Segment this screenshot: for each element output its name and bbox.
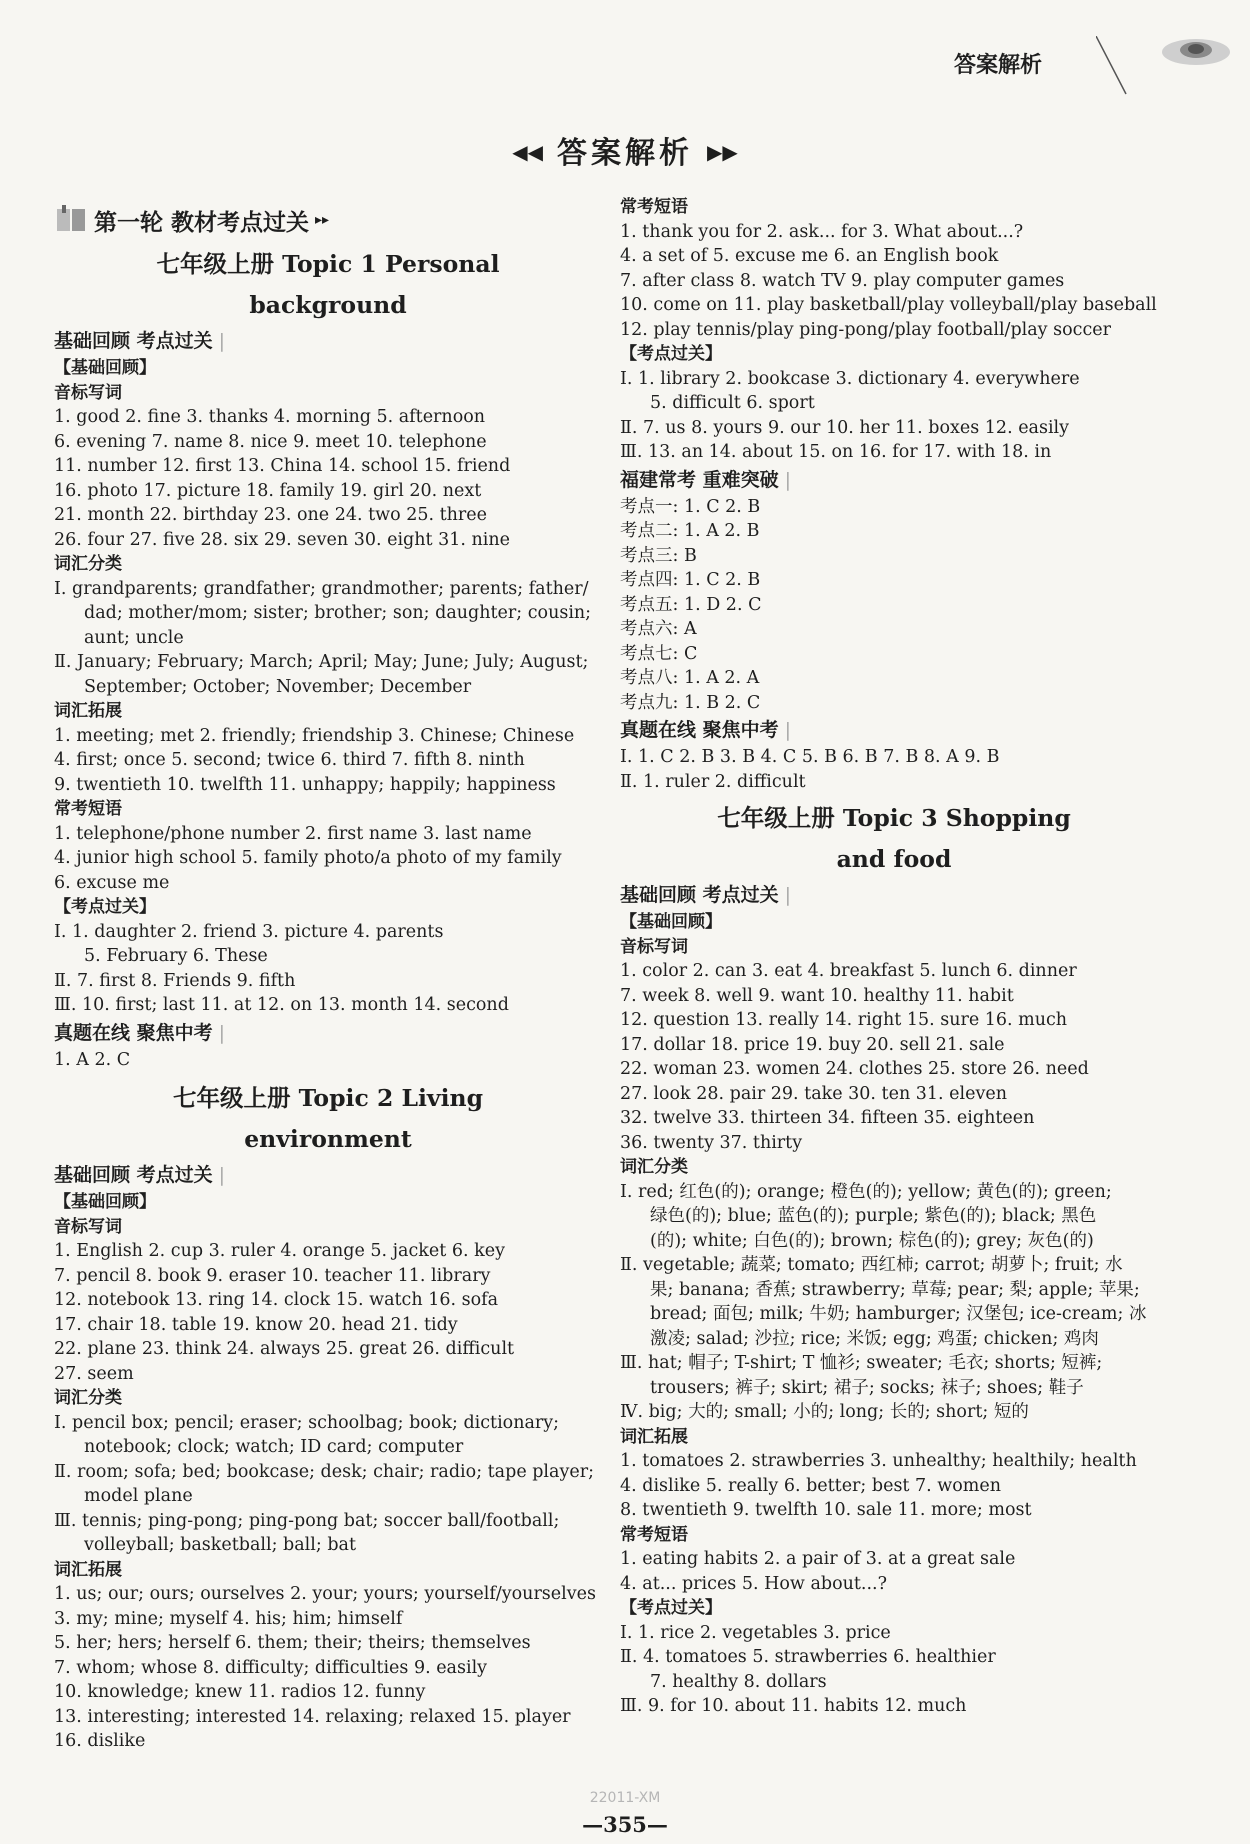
section-heading: 真题在线 聚焦中考 | [54, 1021, 226, 1044]
answer-line: 22. plane 23. think 24. always 25. great 26. difficult [54, 1339, 515, 1359]
section-heading: 真题在线 聚焦中考 | [620, 719, 792, 741]
answer-line: 考点六: A [620, 619, 697, 639]
answer-line: 4. at... prices 5. How about...? [620, 1573, 887, 1594]
answer-line: 1. color 2. can 3. eat 4. breakfast 5. lunch 6. dinner [620, 961, 1077, 981]
answer-line: 6. evening 7. name 8. nice 9. meet 10. telephone [54, 431, 487, 452]
answer-line: Ⅰ. grandparents; grandfather; grandmother; parents; father/ [54, 578, 589, 599]
answer-line: Ⅱ. room; sofa; bed; bookcase; desk; chair; radio; tape player; [54, 1461, 594, 1482]
answer-line: 10. knowledge; knew 11. radios 12. funny [54, 1682, 426, 1702]
subheading: 音标写词 [54, 382, 122, 403]
answer-line: 绿色(的); blue; 蓝色(的); purple; 紫色(的); black; 黑色 [650, 1206, 1097, 1226]
answer-line: Ⅰ. 1. daughter 2. friend 3. picture 4. parents [54, 921, 444, 942]
answer-line: model plane [84, 1486, 193, 1506]
answer-line: 1. meeting; met 2. friendly; friendship 3. Chinese; Chinese [54, 725, 575, 746]
answer-line: trousers; 裤子; skirt; 裙子; socks; 袜子; shoes; 鞋子 [650, 1377, 1084, 1398]
unit-title-cont: and food [836, 845, 952, 873]
answer-line: Ⅰ. 1. C 2. B 3. B 4. C 5. B 6. B 7. B 8. A 9. B [620, 747, 1000, 767]
answer-line: 考点七: C [620, 643, 698, 664]
title-arrows-right: ▶▶ [707, 140, 738, 164]
answer-line: 3. my; mine; myself 4. his; him; himself [54, 1608, 403, 1629]
answer-line: volleyball; basketball; ball; bat [84, 1535, 357, 1555]
answer-line: (的); white; 白色(的); brown; 棕色(的); grey; 灰色(的) [650, 1230, 1094, 1251]
answer-line: 考点四: 1. C 2. B [620, 570, 761, 590]
round-title-arrow: ▸▸ [315, 212, 330, 228]
page-title-text: 答案解析 [557, 136, 693, 171]
answer-line: Ⅲ. 9. for 10. about 11. habits 12. much [620, 1696, 967, 1716]
answer-line: Ⅰ. pencil box; pencil; eraser; schoolbag; book; dictionary; [54, 1412, 560, 1433]
answer-line: 8. twentieth 9. twelfth 10. sale 11. more; most [620, 1500, 1032, 1520]
answer-line: 考点一: 1. C 2. B [620, 496, 761, 517]
answer-line: Ⅲ. 13. an 14. about 15. on 16. for 17. with 18. in [620, 442, 1052, 462]
answer-line: 1. us; our; ours; ourselves 2. your; yours; yourself/yourselves [54, 1584, 596, 1604]
answer-line: Ⅱ. 7. first 8. Friends 9. fifth [54, 970, 296, 991]
answer-line: Ⅰ. 1. library 2. bookcase 3. dictionary 4. everywhere [620, 368, 1080, 389]
subheading: 音标写词 [54, 1216, 122, 1237]
answer-line: 1. A 2. C [54, 1049, 131, 1070]
running-header: 答案解析 [954, 53, 1043, 78]
subheading: 词汇拓展 [54, 1559, 122, 1580]
unit-title-cont: background [249, 291, 407, 319]
subheading: 常考短语 [620, 197, 688, 217]
answer-line: aunt; uncle [84, 627, 184, 648]
section-heading: 基础回顾 考点过关 | [54, 330, 226, 352]
subheading: 音标写词 [620, 936, 688, 957]
answer-line: 4. a set of 5. excuse me 6. an English book [620, 246, 999, 266]
answer-line: Ⅰ. red; 红色(的); orange; 橙色(的); yellow; 黄色(的); green; [620, 1181, 1112, 1202]
answer-line: 考点五: 1. D 2. C [620, 594, 762, 615]
answer-line: 6. excuse me [54, 872, 170, 893]
answer-line: Ⅳ. big; 大的; small; 小的; long; 长的; short; 短的 [620, 1402, 1029, 1422]
answer-line: 1. thank you for 2. ask... for 3. What about...? [620, 221, 1024, 242]
subheading: 词汇拓展 [620, 1426, 688, 1447]
unit-title-cont: environment [244, 1125, 412, 1153]
answer-line: 考点八: 1. A 2. A [620, 668, 760, 688]
answer-line: 21. month 22. birthday 23. one 24. two 25. three [54, 505, 488, 525]
subheading: 词汇拓展 [54, 701, 122, 721]
page-title [0, 128, 1250, 172]
subheading: 词汇分类 [620, 1157, 688, 1177]
answer-line: 11. number 12. first 13. China 14. school 15. friend [54, 456, 511, 476]
answer-line: 4. dislike 5. really 6. better; best 7. women [620, 1475, 1002, 1496]
answer-line: 果; banana; 香蕉; strawberry; 草莓; pear; 梨; apple; 苹果; [650, 1279, 1140, 1300]
left-column [54, 200, 602, 1754]
answer-line: September; October; November; December [84, 676, 472, 697]
subheading: 词汇分类 [54, 1388, 122, 1408]
answer-line: 17. chair 18. table 19. know 20. head 21. tidy [54, 1314, 458, 1335]
section-heading: 基础回顾 考点过关 | [54, 1164, 226, 1186]
answer-line: Ⅱ. 7. us 8. yours 9. our 10. her 11. boxes 12. easily [620, 417, 1070, 438]
answer-line: 5. February 6. These [84, 946, 268, 966]
answer-line: Ⅱ. January; February; March; April; May; June; July; August; [54, 652, 589, 672]
subheading: 【基础回顾】 [620, 912, 722, 932]
answer-line: bread; 面包; milk; 牛奶; hamburger; 汉堡包; ice-cream; 冰 [650, 1304, 1147, 1324]
section-heading: 基础回顾 考点过关 | [620, 884, 792, 906]
answer-line: Ⅲ. hat; 帽子; T-shirt; T 恤衫; sweater; 毛衣; shorts; 短裤; [620, 1353, 1103, 1373]
subheading: 常考短语 [54, 799, 122, 819]
answer-line: 7. healthy 8. dollars [650, 1671, 827, 1692]
unit-title: 七年级上册 Topic 1 Personal [156, 250, 500, 278]
answer-line: 12. notebook 13. ring 14. clock 15. watch 16. sofa [54, 1290, 499, 1310]
answer-line: 32. twelve 33. thirteen 34. fifteen 35. eighteen [620, 1108, 1035, 1128]
answer-line: 4. junior high school 5. family photo/a photo of my family [54, 848, 562, 868]
answer-line: 36. twenty 37. thirty [620, 1132, 803, 1153]
right-column [620, 195, 1168, 1719]
answer-line: dad; mother/mom; sister; brother; son; daughter; cousin; [84, 603, 592, 623]
answer-line: 12. play tennis/play ping-pong/play football/play soccer [620, 319, 1111, 340]
answer-line: 7. after class 8. watch TV 9. play computer games [620, 270, 1065, 291]
answer-line: 12. question 13. really 14. right 15. sure 16. much [620, 1010, 1068, 1030]
answer-line: Ⅱ. vegetable; 蔬菜; tomato; 西红柿; carrot; 胡萝卜; fruit; 水 [620, 1255, 1123, 1275]
answer-line: 1. eating habits 2. a pair of 3. at a great sale [620, 1549, 1016, 1569]
answer-line: 10. come on 11. play basketball/play volleyball/play baseball [620, 295, 1157, 315]
answer-line: 17. dollar 18. price 19. buy 20. sell 21. sale [620, 1034, 1005, 1055]
unit-title: 七年级上册 Topic 3 Shopping [717, 804, 1071, 832]
answer-line: Ⅱ. 1. ruler 2. difficult [620, 771, 806, 792]
answer-line: 16. photo 17. picture 18. family 19. girl 20. next [54, 480, 482, 501]
answer-line: 26. four 27. five 28. six 29. seven 30. eight 31. nine [54, 529, 510, 550]
subheading: 【考点过关】 [620, 344, 722, 364]
page-number: —355— [582, 1812, 668, 1837]
subheading: 【基础回顾】 [54, 1192, 156, 1212]
answer-line: Ⅲ. tennis; ping-pong; ping-pong bat; soccer ball/football; [54, 1510, 560, 1531]
book-icon [54, 203, 88, 237]
section-heading: 福建常考 重难突破 | [620, 468, 792, 491]
answer-line: Ⅱ. 4. tomatoes 5. strawberries 6. healthier [620, 1647, 996, 1667]
answer-line: 22. woman 23. women 24. clothes 25. store 26. need [620, 1059, 1089, 1079]
answer-line: notebook; clock; watch; ID card; computer [84, 1437, 464, 1457]
answer-line: 7. whom; whose 8. difficulty; difficulties 9. easily [54, 1657, 488, 1678]
answer-line: 7. pencil 8. book 9. eraser 10. teacher 11. library [54, 1265, 491, 1286]
answer-line: 16. dislike [54, 1731, 146, 1751]
answer-line: 激凌; salad; 沙拉; rice; 米饭; egg; 鸡蛋; chicken; 鸡肉 [650, 1328, 1099, 1349]
answer-line: 考点九: 1. B 2. C [620, 692, 761, 713]
answer-line: 5. difficult 6. sport [650, 393, 815, 413]
answer-line: 1. telephone/phone number 2. first name 3. last name [54, 823, 532, 844]
answer-line: 9. twentieth 10. twelfth 11. unhappy; happily; happiness [54, 774, 556, 795]
answer-line: Ⅰ. 1. rice 2. vegetables 3. price [620, 1622, 891, 1643]
round-title [54, 200, 602, 240]
answer-line: 27. seem [54, 1363, 134, 1384]
answer-line: 5. her; hers; herself 6. them; their; theirs; themselves [54, 1633, 531, 1653]
answer-line: 1. good 2. fine 3. thanks 4. morning 5. afternoon [54, 407, 486, 427]
subheading: 【基础回顾】 [54, 358, 156, 378]
answer-line: 考点二: 1. A 2. B [620, 521, 760, 541]
answer-line: 13. interesting; interested 14. relaxing; relaxed 15. player [54, 1706, 571, 1727]
subheading: 【考点过关】 [54, 897, 156, 917]
answer-line: 1. English 2. cup 3. ruler 4. orange 5. jacket 6. key [54, 1241, 505, 1261]
answer-line: 27. look 28. pair 29. take 30. ten 31. eleven [620, 1083, 1007, 1104]
header-decoration-icon [1096, 36, 1236, 96]
subheading: 常考短语 [620, 1524, 688, 1545]
title-arrows-left: ◀◀ [512, 140, 543, 164]
answer-line: Ⅲ. 10. first; last 11. at 12. on 13. month 14. second [54, 995, 509, 1015]
answer-line: 1. tomatoes 2. strawberries 3. unhealthy; healthily; health [620, 1451, 1137, 1471]
print-code: 22011-XM [589, 1790, 661, 1806]
answer-line: 7. week 8. well 9. want 10. healthy 11. habit [620, 985, 1014, 1006]
answer-line: 4. first; once 5. second; twice 6. third 7. fifth 8. ninth [54, 750, 525, 770]
answer-line: 考点三: B [620, 545, 697, 566]
round-title-text: 第一轮 教材考点过关 [94, 209, 310, 236]
subheading: 词汇分类 [54, 554, 122, 574]
unit-title: 七年级上册 Topic 2 Living [172, 1084, 484, 1112]
subheading: 【考点过关】 [620, 1598, 722, 1618]
